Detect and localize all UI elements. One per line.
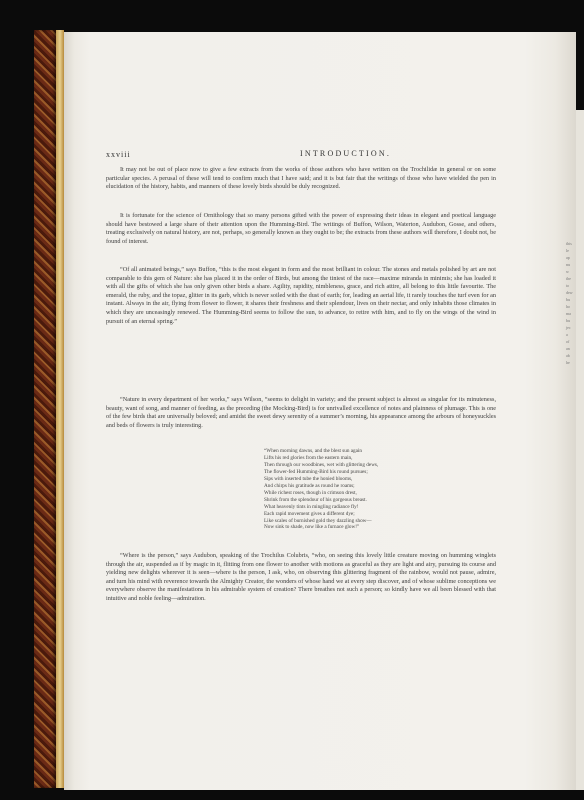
poem-line: And chirps his gratitude as round he roams;: [264, 482, 355, 489]
book-binding: [34, 30, 56, 788]
fragment: nu: [566, 262, 570, 267]
poem-block: [264, 448, 444, 531]
fragment: bu: [566, 297, 570, 302]
fragment: this: [566, 241, 572, 246]
poem-line: The flower-fed Humming-Bird his round pursues;: [264, 468, 368, 475]
poem-line: Like scales of burnished gold they dazzling show—: [264, 517, 372, 524]
poem-line: Now sink to shade, now like a furnace glow!”: [264, 524, 360, 531]
poem-line: What heavenly tints in mingling radiance fly!: [264, 503, 359, 510]
poem-line: Each rapid movement gives a different dye;: [264, 510, 355, 517]
fragment: ma: [566, 311, 571, 316]
paragraph-wilson: “Nature in every department of her works,” says Wilson, “seems to delight in variety; and the present subject is almost as singular for its minuteness, beauty, want of song, and manner of feeding, as the preceding (the Mocking-Bird) is for unrivalled excellence of notes and plainness of plumage. This is one of the few birds that are universally beloved; and amidst the sweet dewy serenity of a summer’s morning, his appearance among the arbours of honeysuckles and beds of flowers is truly interesting.: [106, 396, 496, 429]
fragment: the: [566, 276, 571, 281]
paragraph-buffon: “Of all animated beings,” says Buffon, “this is the most elegant in form and the most brilliant in colour. The stones and metals polished by art are not comparable to this gem of Nature: she has placed it in the order of Birds, but among the tiniest of the race—maxime miranda in minimis; she has loaded it with all the gifts of which she has only given other birds a share. Agility, rapidity, nimbleness, grace, and rich attire, all belong to this little favourite. The emerald, the ruby, and the topaz, glitter in its garb, which is never soiled with the dust of earth; for, leading an aerial life, it rarely touches the turf even for an instant. Always in the air, flying from flower to flower, it shares their freshness and their splendour, lives on their nectar, and only inhabits those climates in which they are unceasingly renewed. The Humming-Bird seems to follow the sun, to advance, to retire with him, and to fly on the wings of the wind in pursuit of an eternal spring.”: [106, 266, 496, 325]
paragraph-intro: It may not be out of place now to give a few extracts from the works of those authors who have written on the Trochilidæ in general or on some particular species. A perusal of these will tend to confirm much that I have said; and it is but fair that the writings of those who have wielded the pen in elucidation of the history, habits, and manners of these lovely birds should be duly recognized.: [106, 166, 496, 191]
fragment: ap: [566, 255, 570, 260]
fragment: ho: [566, 304, 570, 309]
gilt-edge: [56, 30, 64, 788]
poem-line: While richest roses, though in crimson drest,: [264, 489, 357, 496]
fragment: of: [566, 339, 570, 344]
page-number: xxviii: [106, 150, 131, 159]
facing-page-fragments: [566, 240, 573, 366]
fragment: an: [566, 346, 570, 351]
poem-line: Then through our woodbines, wet with glittering dews,: [264, 461, 379, 468]
running-head: INTRODUCTION.: [300, 149, 392, 158]
fragment: bu: [566, 318, 570, 323]
paragraph-ornithology: It is fortunate for the science of Ornithology that so many persons gifted with the power of expressing their ideas in elegant and poetical language should have bestowed a large share of their attention upon the Humming-Bird. The writings of Buffon, Wilson, Waterton, Audubon, Gosse, and others, treating exclusively on natural history, are not, perhaps, so generally known as they ought to be; the extracts from these authors will therefore, I doubt not, be found of interest.: [106, 212, 496, 245]
fragment: dew: [566, 290, 573, 295]
poem-line: “When morning dawns, and the blest sun again: [264, 448, 362, 454]
fragment: a: [566, 332, 568, 337]
fragment: le: [566, 248, 569, 253]
paragraph-audubon: “Where is the person,” says Audubon, speaking of the Trochilus Colubris, “who, on seeing this lovely little creature moving on humming winglets through the air, suspended as if by magic in it, flitting from one flower to another with motions as graceful as they are light and airy, pursuing its course and yielding new delights wherever it is seen—where is the person, I ask, who, on observing this glittering fragment of the rainbow, would not pause, admire, and turn his mind with reverence towards the Almighty Creator, the wonders of whose hand we at every step discover, and of whose sublime conceptions we everywhere observe the manifestations in his admirable system of creation? There breathes not such a person; so kindly have we all been blessed with that intuitive and noble feeling—admiration.: [106, 552, 496, 602]
poem-line: Shrink from the splendour of his gorgeous breast.: [264, 496, 367, 503]
fragment: to: [566, 283, 570, 288]
fragment: w: [566, 269, 569, 274]
fragment: he: [566, 360, 570, 365]
fragment: ab: [566, 353, 570, 358]
poem-line: Sips with inserted tube the honied blooms,: [264, 475, 353, 482]
fragment: jec: [566, 325, 571, 330]
poem-line: Lifts his red glories from the eastern main,: [264, 454, 353, 461]
